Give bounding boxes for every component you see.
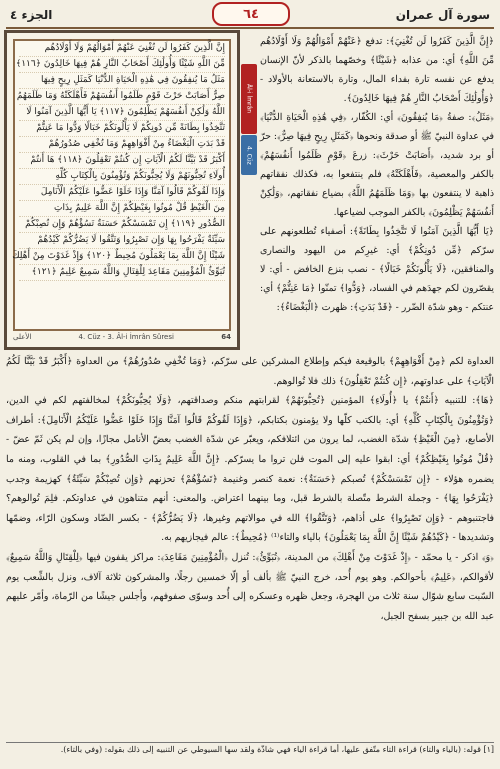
mushaf-footer-page: 64 (221, 333, 231, 341)
mushaf-line: قَدْ بَدَتِ الْبَغْضَاءُ مِنْ أَفْوَاهِهِمْ وَمَا تُخْفِي صُدُورُهُمْ (19, 137, 225, 153)
tafsir-paragraph: ﴿هَا﴾: للتنبيه ﴿أَنتُمْ﴾ يا ﴿أُولَاءِ﴾ المؤمنين ﴿تُحِبُّونَهُمْ﴾ لقرابتهم منكم وصداقتهم، ﴿وَلَا يُحِبُّونَكُمْ﴾ لمخالفتهم لكم في الدين، ﴿وَتُؤْمِنُونَ بِالْكِتَابِ كُلِّهِ﴾ أي: بالكتب كلّها ولا يؤمنون بكتابكم، ﴿وَإِذَا لَقُوكُمْ قَالُوا آمَنَّا وَإِذَا خَلَوْا عَضُّوا عَلَيْكُمُ الْأَنَامِلَ﴾: أطراف الأصابع، ﴿مِنَ الْغَيْظِ﴾ شدّة الغضب، لما يرون من ائتلافكم، ويعبّر عن شدّة الغضب بعضّ الأنامل مجازًا، وإن لم يكن ثَمّ عضّ - ﴿قُلْ مُوتُوا بِغَيْظِكُمْ﴾ أي: ابقوا عليه إلى الموت فلن تروا ما يسرّكم. ﴿إِنَّ اللَّهَ عَلِيمٌ بِذَاتِ الصُّدُورِ﴾ بما في القلوب، ومنه ما يضمره هؤلاء - ﴿إِن تَمْسَسْكُمْ﴾ تُصبكم ﴿حَسَنَةٌ﴾: نعمة كنصر وغنيمة ﴿تَسُؤْهُمْ﴾ تحزنهم ﴿وَإِن تُصِبْكُمْ سَيِّئَةٌ﴾ كهزيمة وجدب ﴿يَفْرَحُوا بِهَا﴾ - وجملة الشرط متّصلة بالشرط قبل، وما بينهما اعتراض. والمعنى: أنهم متناهون في عداوتكم. فلِمَ تُوالوهم؟ فاجتنبوهم - ﴿وَإِن تَصْبِرُوا﴾ على أذاهم، ﴿وَتَتَّقُوا﴾ الله في موالاتهم وغيرها، ﴿لَا يَضُرُّكُمْ﴾ - بكسر الضّاد وسكون الرّاء، وضمّها وتشديدها - ﴿كَيْدُهُمْ شَيْئًا إِنَّ اللَّهَ بِمَا يَعْمَلُونَ﴾ بالياء والتاء⁽¹⁾ ﴿مُحِيطٌ﴾: عالم فيجازيهم به. (6, 395, 494, 544)
mushaf-line: مِنَ الْغَيْظِ قُلْ مُوتُوا بِغَيْظِكُمْ إِنَّ اللَّهَ عَلِيمٌ بِذَاتِ (19, 201, 225, 217)
mushaf-line: شَيْئًا إِنَّ اللَّهَ بِمَا يَعْمَلُونَ مُحِيطٌ ﴿١٢٠﴾ وَإِذْ غَدَوْتَ مِنْ أَهْلِكَ (19, 249, 225, 265)
footnote-divider (6, 742, 494, 743)
mushaf-footer (13, 333, 231, 345)
mushaf-line: إِنَّ الَّذِينَ كَفَرُوا لَن تُغْنِيَ عَنْهُمْ أَمْوَالُهُمْ وَلَا أَوْلَادُهُم (19, 41, 225, 57)
surah-side-tab: Āl-i İmrân (241, 64, 257, 134)
mushaf-line: تَتَّخِذُوا بِطَانَةً مِّن دُونِكُمْ لَا يَأْلُونَكُمْ خَبَالًا وَدُّوا مَا عَنِتُّمْ (19, 121, 225, 137)
tafsir-paragraph: ﴿مَثَلُ﴾: صفةُ ﴿مَا يُنفِقُونَ﴾ أي: الكُفّار، ﴿فِي هَٰذِهِ الْحَيَاةِ الدُّنْيَا﴾ في عداوة النبيّ ﷺ أو صدقة ونحوها ﴿كَمَثَلِ رِيحٍ فِيهَا صِرٌّ﴾: حرّ أو برد شديد، ﴿أَصَابَتْ حَرْثَ﴾: زرعَ ﴿قَوْمٍ ظَلَمُوا أَنفُسَهُمْ﴾ بالكفر والمعصية، ﴿فَأَهْلَكَتْهُ﴾ فلم ينتفعوا به، فكذلك نفقاتهم ذاهبة لا ينتفعون بها ﴿وَمَا ظَلَمَهُمُ اللَّهُ﴾ بضياع نفقاتهم، ﴿وَلَٰكِنْ أَنفُسَهُمْ يَظْلِمُونَ﴾ بالكفر الموجب لضياعها. (260, 112, 494, 218)
mushaf-line: الصُّدُورِ ﴿١١٩﴾ إِن تَمْسَسْكُمْ حَسَنَةٌ تَسُؤْهُمْ وَإِن تُصِبْكُمْ (19, 217, 225, 233)
tafsir-paragraph: ﴿إِنَّ الَّذِينَ كَفَرُوا لَن تُغْنِيَ﴾: تدفع ﴿عَنْهُمْ أَمْوَالُهُمْ وَلَا أَوْلَادُهُم مِّنَ اللَّهِ﴾ أي: من عذابه ﴿شَيْئًا﴾ وخصّهما بالذكر لأنّ الإنسان يدفع عن نفسه تارة بفداء المال، وتارة بالاستعانة بالأولاد - ﴿وَأُولَٰئِكَ أَصْحَابُ النَّارِ هُمْ فِيهَا خَالِدُونَ﴾. (260, 36, 494, 104)
tafsir-paragraph: ﴿وَ﴾ اذكر - يا محمّد - ﴿إِذْ غَدَوْتَ مِنْ أَهْلِكَ﴾ من المدينة، ﴿تُبَوِّئُ﴾: تُنزل ﴿الْمُؤْمِنِينَ مَقَاعِدَ﴾: مراكز يقفون فيها ﴿لِلْقِتَالِ وَاللَّهُ سَمِيعٌ﴾ لأقوالكم، ﴿عَلِيمٌ﴾ بأحوالكم. وهو يوم أُحد، خرج النبيّ ﷺ بألف أو إلّا خمسين رجلًا، والمشركون ثلاثة آلاف، ونزل بالشِّعب يوم السّبت سابع شوّال سنة ثلاث من الهجرة، وجعل ظهره وعسكره إلى أُحد وسوّى صفوفهم، وأجلس جيشًا من الرّماة، وأمّر عليهم عبد الله بن جبير بسفح الجبل، (6, 551, 494, 622)
tafsir-paragraph: العداوة لكم ﴿مِنْ أَفْوَاهِهِمْ﴾ بالوقيعة فيكم وإطلاع المشركين على سرّكم، ﴿وَمَا تُخْفِي صُدُورُهُمْ﴾ من العداوة ﴿أَكْبَرُ قَدْ بَيَّنَّا لَكُمُ الْآيَاتِ﴾ على عداوتهم، ﴿إِن كُنتُمْ تَعْقِلُونَ﴾ ذلك فلا تُوالوهم. (6, 356, 494, 387)
mushaf-line: صِرٌّ أَصَابَتْ حَرْثَ قَوْمٍ ظَلَمُوا أَنفُسَهُمْ فَأَهْلَكَتْهُ وَمَا ظَلَمَهُمُ (19, 89, 225, 105)
header-juz: الجزء ٤ (10, 8, 53, 22)
mushaf-frame (4, 30, 240, 350)
mushaf-footer-left: الأعلى (13, 333, 32, 341)
mushaf-text-area (13, 39, 231, 331)
footnote: [١] قوله: (بالياء والتاء) قراءة التاء متّفق عليها، أما قراءة الياء فهي شاذّة ولقد سها السيوطي عن التنبيه إلى ذلك بقوله: (وفي بالتاء). (60, 745, 494, 754)
mushaf-line: وَإِذَا لَقُوكُمْ قَالُوا آمَنَّا وَإِذَا خَلَوْا عَضُّوا عَلَيْكُمُ الْأَنَامِلَ (19, 185, 225, 201)
header-surah-name: سورة آل عمران (395, 8, 490, 22)
mushaf-line: أُولَاءِ تُحِبُّونَهُمْ وَلَا يُحِبُّونَكُمْ وَتُؤْمِنُونَ بِالْكِتَابِ كُلِّهِ (19, 169, 225, 185)
mushaf-line: مِّنَ اللَّهِ شَيْئًا وَأُولَٰئِكَ أَصْحَابُ النَّارِ هُمْ فِيهَا خَالِدُونَ ﴿١١٦﴾ (19, 57, 225, 73)
juz-side-tab: 4. Cüz (241, 135, 257, 175)
mushaf-line: اللَّهُ وَلَٰكِنْ أَنفُسَهُمْ يَظْلِمُونَ ﴿١١٧﴾ يَا أَيُّهَا الَّذِينَ آمَنُوا لَا (19, 105, 225, 121)
tafsir-paragraph: ﴿يَا أَيُّهَا الَّذِينَ آمَنُوا لَا تَتَّخِذُوا بِطَانَةً﴾: أصفياء تُطلعونهم على سرّكم ﴿مِّن دُونِكُمْ﴾ أي: غيرِكم من اليهود والنصارى والمنافقين، ﴿لَا يَأْلُونَكُمْ خَبَالًا﴾ - نصب بنزع الخافض - أي: لا يقصّرون لكم جهدَهم في الفساد، ﴿وَدُّوا﴾ تمنّوا ﴿مَا عَنِتُّمْ﴾ أي: عنتكم - وهو شدّة الضّرر - ﴿قَدْ بَدَتِ﴾: ظهرت ﴿الْبَغْضَاءُ﴾: (260, 226, 494, 313)
tafsir-body (6, 352, 494, 740)
page-number-badge: ٦٤ (212, 2, 290, 26)
mushaf-line: سَيِّئَةٌ يَفْرَحُوا بِهَا وَإِن تَصْبِرُوا وَتَتَّقُوا لَا يَضُرُّكُمْ كَيْدُهُمْ (19, 233, 225, 249)
mushaf-line: أَكْبَرُ قَدْ بَيَّنَّا لَكُمُ الْآيَاتِ إِن كُنتُمْ تَعْقِلُونَ ﴿١١٨﴾ هَا أَنتُمْ (19, 153, 225, 169)
tafsir-column-top (260, 32, 494, 350)
mushaf-line: تُبَوِّئُ الْمُؤْمِنِينَ مَقَاعِدَ لِلْقِتَالِ وَاللَّهُ سَمِيعٌ عَلِيمٌ ﴿١٢١﴾ (19, 265, 225, 281)
mushaf-line: مَثَلُ مَا يُنفِقُونَ فِي هَٰذِهِ الْحَيَاةِ الدُّنْيَا كَمَثَلِ رِيحٍ فِيهَا (19, 73, 225, 89)
mushaf-footer-center: 4. Cüz - 3. Âl-i İmrân Sûresi (78, 333, 174, 341)
